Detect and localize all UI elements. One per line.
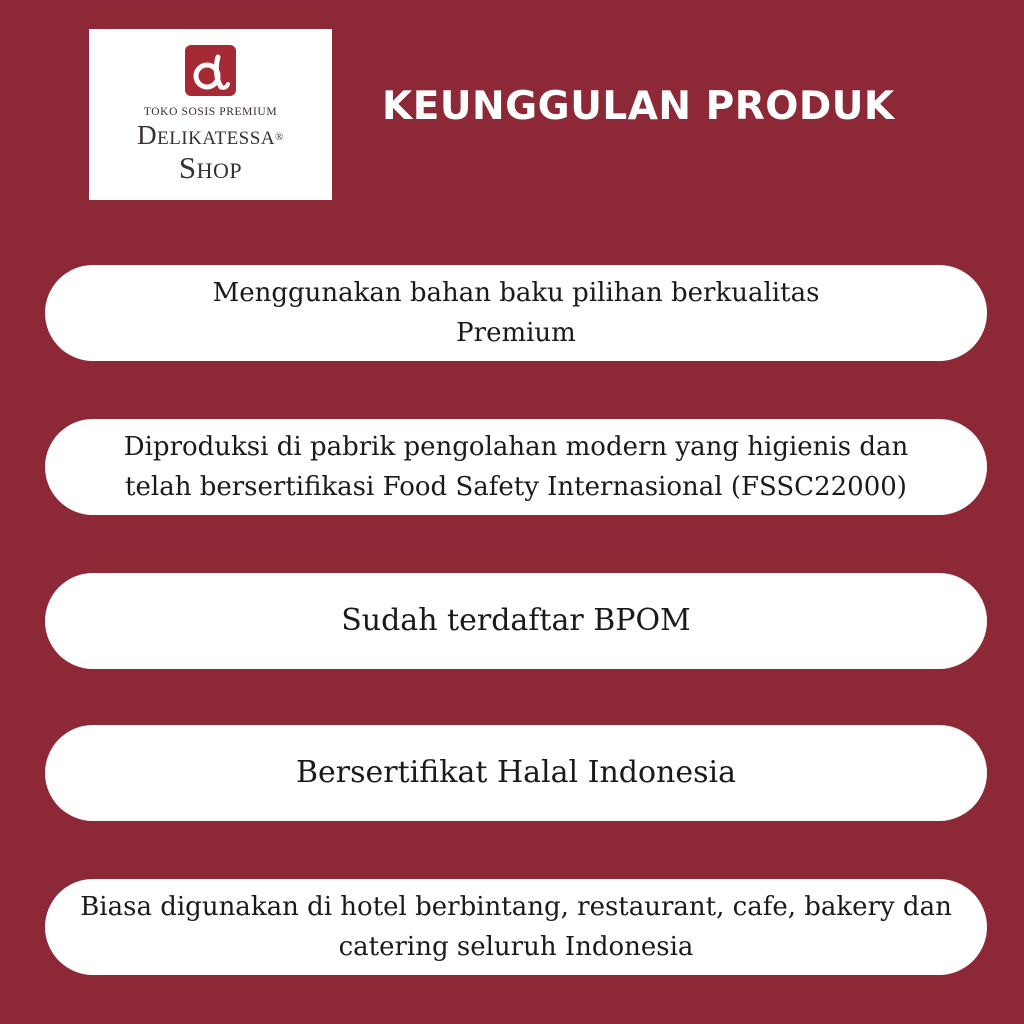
- feature-line: catering seluruh Indonesia: [338, 932, 694, 962]
- feature-line: Bersertifikat Halal Indonesia: [296, 755, 736, 790]
- feature-line: Premium: [456, 318, 576, 348]
- feature-text: [80, 887, 952, 967]
- feature-line: Sudah terdaftar BPOM: [341, 603, 691, 638]
- feature-line: Biasa digunakan di hotel berbintang, restaurant, cafe, bakery dan: [80, 892, 952, 922]
- feature-line: telah bersertifikasi Food Safety Internasional (FSSC22000): [125, 472, 907, 502]
- feature-text: [213, 273, 820, 353]
- feature-pill-4: [45, 725, 987, 821]
- logo-tagline: TOKO SOSIS PREMIUM: [143, 106, 278, 118]
- logo-mark-icon: [185, 45, 236, 96]
- feature-text: [341, 601, 691, 641]
- feature-pill-1: [45, 265, 987, 361]
- feature-line: Diproduksi di pabrik pengolahan modern yang higienis dan: [123, 432, 909, 462]
- feature-pill-2: [45, 419, 987, 515]
- feature-text: [296, 753, 736, 793]
- feature-pill-3: [45, 573, 987, 669]
- feature-text: [124, 427, 908, 507]
- registered-mark: ®: [275, 131, 284, 143]
- brand-logo: [89, 29, 332, 200]
- feature-pill-5: [45, 879, 987, 975]
- logo-shop: Shop: [178, 150, 243, 185]
- feature-line: Menggunakan bahan baku pilihan berkualitas: [212, 278, 820, 308]
- page-title: KEUNGGULAN PRODUK: [382, 84, 895, 129]
- logo-name: Delikatessa®: [137, 120, 284, 150]
